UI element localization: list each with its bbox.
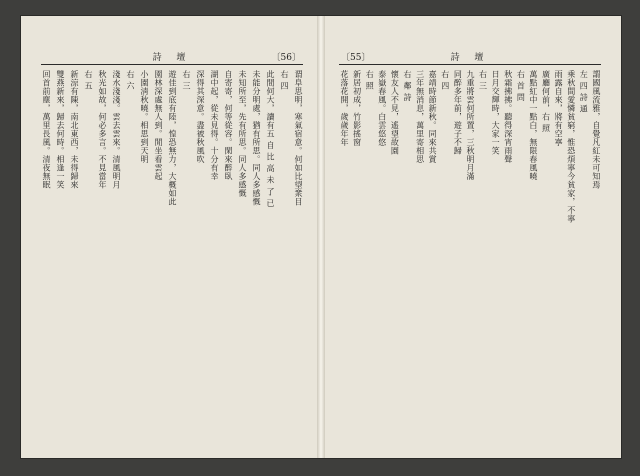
text-column: 未知所至，先有所思。同人多感慨 [238, 70, 247, 198]
text-column: 乘秋間愛憐貧窮，惟恐煩寧今貧家，不寧 [566, 70, 576, 223]
text-column: 左 四 詩 通 [579, 70, 589, 114]
text-column: 嘉靖時節新秋。同來共賞 [428, 70, 438, 164]
right-page [339, 30, 601, 448]
book-gutter [317, 16, 325, 458]
text-column: 小園淸秋曉。相思到天明 [140, 70, 149, 164]
text-column: 懷友人不見，遙望故園 [390, 70, 400, 155]
left-page-number: 〔56〕 [271, 53, 301, 63]
text-column: 谓阜思明，寒氣宿意。何如比望衆目 [294, 70, 303, 206]
text-column: 右 三 [182, 70, 191, 91]
text-column: 雙燕新來，歸去何時。相逢一笑 [56, 70, 65, 189]
book-spread [21, 16, 621, 458]
text-column: 湖中起，從未見得。十分有幸 [210, 70, 219, 181]
text-column: 右 五 [84, 70, 93, 91]
left-page-title: 詩 壇 [152, 53, 192, 63]
text-column: 萬點紅中一點白，無限春風曉 [528, 70, 538, 181]
left-page-header [41, 50, 303, 65]
text-column: 右 六 [126, 70, 135, 91]
text-column: 右 三 [478, 70, 488, 91]
text-column: 右 照 [365, 70, 375, 91]
text-column: 淺水淺淺。雲去雲來。清風明月 [112, 70, 121, 189]
text-column: 自寄寄，何等從容。閑來醉臥 [224, 70, 233, 181]
text-column: 新涼有陳，南北東西，未得歸來 [70, 70, 79, 189]
text-column: 遊佳到底有陸，惶恐無力，大概如此 [168, 70, 177, 206]
text-column: 廣廳何前，右 照 [541, 70, 551, 133]
text-column: 秋霜拂拂。聽得深宵雨聲 [503, 70, 513, 164]
right-page-number: 〔55〕 [341, 53, 371, 63]
text-column: 秋光如故，何必多言。不見當年 [98, 70, 107, 189]
left-page-text [41, 70, 303, 442]
text-column: 未能分明處，猶有所思。同人多感慨 [252, 70, 261, 206]
text-column: 此間何大，讀有五 自 比 高 未 了 已 [266, 70, 275, 208]
right-page-title: 詩 壇 [450, 53, 490, 63]
text-column: 新居初成，竹影搖窗 [352, 70, 362, 147]
right-page-text [339, 70, 601, 442]
text-column: 深得其深意。盡被秋風吹 [196, 70, 205, 164]
text-column: 回首前塵，萬里長風。清夜無眠 [42, 70, 51, 189]
text-column: 三年無消息，萬里寄相思 [415, 70, 425, 164]
text-column: 右 四 [280, 70, 289, 91]
text-column: 右 首 問 [516, 70, 526, 102]
left-page [41, 30, 303, 448]
text-column: 花落花開，歲歲年年 [340, 70, 349, 147]
right-page-header [339, 50, 601, 65]
text-column: 雨露自來，將有空寧 [554, 70, 564, 147]
text-column: 右 鄰 詩 [402, 70, 412, 102]
text-column: 九重將雲何所置，三秋明月滿 [465, 70, 475, 181]
text-column: 日月交輝時，大家一笑 [491, 70, 501, 155]
text-column: 同醉多年前，遊子不歸 [453, 70, 463, 155]
text-column: 右 四 [440, 70, 450, 91]
text-column: 謂國風流雅，自覺凡紅未可知焉 [591, 70, 601, 189]
text-column: 泰嶽春風。白雲悠悠 [377, 70, 387, 147]
text-column: 園林深處無人到。閒坐看雲起 [154, 70, 163, 181]
